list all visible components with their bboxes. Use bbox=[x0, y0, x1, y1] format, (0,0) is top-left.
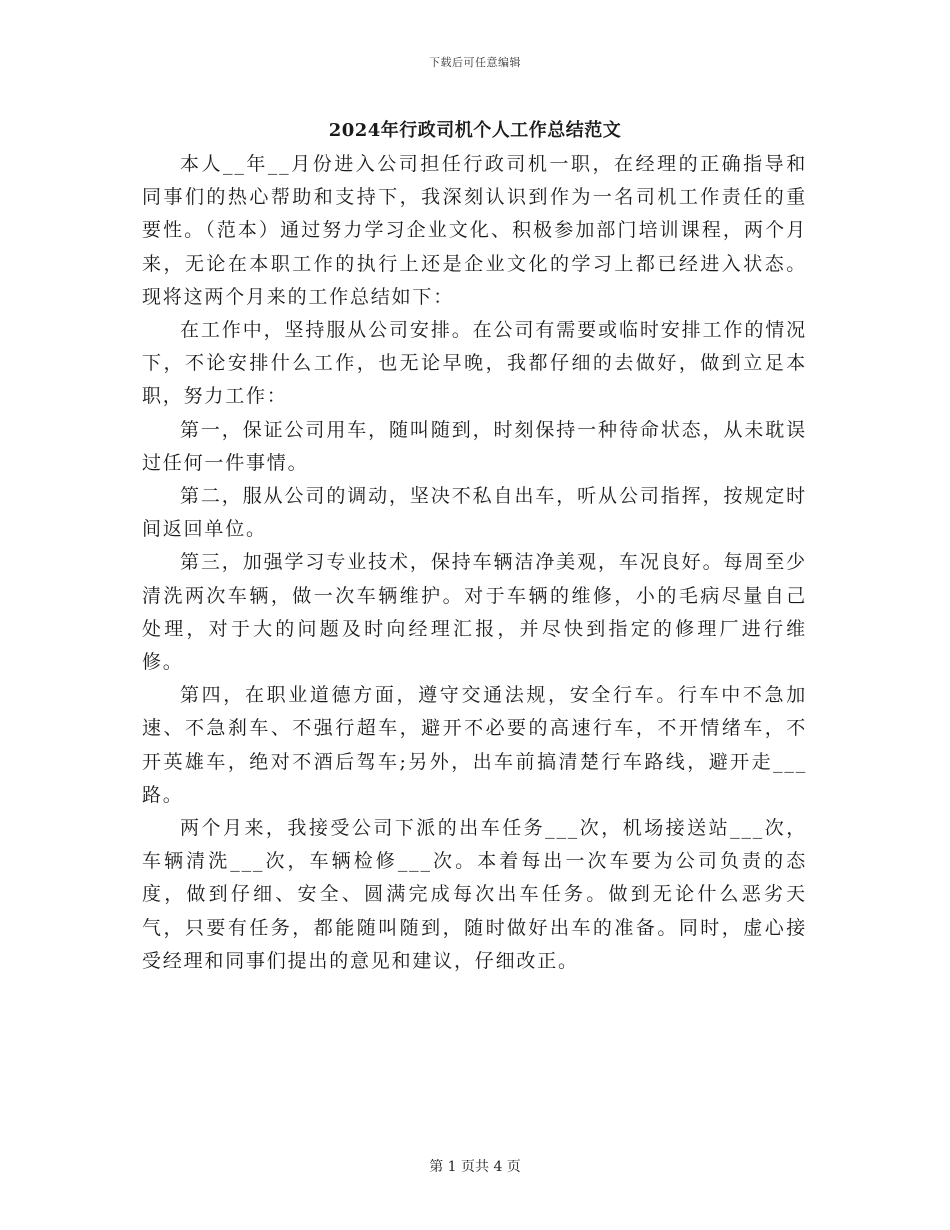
paragraph-point-four: 第四，在职业道德方面，遵守交通法规，安全行车。行车中不急加速、不急刹车、不强行超车，避开不必要的高速行车，不开情绪车，不开英雄车，绝对不酒后驾车;另外，出车前搞清楚行车路线，避开走___路。 bbox=[142, 684, 807, 806]
paragraph-intro: 本人__年__月份进入公司担任行政司机一职，在经理的正确指导和同事们的热心帮助和支持下，我深刻认识到作为一名司机工作责任的重要性。（范本）通过努力学习企业文化、积极参加部门培训课程，两个月来，无论在本职工作的执行上还是企业文化的学习上都已经进入状态。现将这两个月来的工作总结如下： bbox=[142, 153, 807, 308]
paragraph-point-two: 第二，服从公司的调动，坚决不私自出车，听从公司指挥，按规定时间返回单位。 bbox=[142, 485, 807, 541]
header-note: 下载后可任意编辑 bbox=[429, 56, 521, 69]
paragraph-point-three: 第三，加强学习专业技术，保持车辆洁净美观，车况良好。每周至少清洗两次车辆，做一次车辆维护。对于车辆的维修，小的毛病尽量自己处理，对于大的问题及时向经理汇报，并尽快到指定的修理厂进行维修。 bbox=[142, 551, 807, 674]
paragraph-summary: 两个月来，我接受公司下派的出车任务___次，机场接送站___次，车辆清洗___次，车辆检修___次。本着每出一次车要为公司负责的态度，做到仔细、安全、圆满完成每次出车任务。做到无论什么恶劣天气，只要有任务，都能随叫随到，随时做好出车的准备。同时，虚心接受经理和同事们提出的意见和建议，仔细改正。 bbox=[142, 817, 807, 972]
page-number: 第 1 页共 4 页 bbox=[429, 1159, 521, 1175]
paragraph-point-one: 第一，保证公司用车，随叫随到，时刻保持一种待命状态，从未耽误过任何一件事情。 bbox=[142, 418, 807, 474]
paragraph-work-arrangement: 在工作中，坚持服从公司安排。在公司有需要或临时安排工作的情况下，不论安排什么工作，也无论早晚，我都仔细的去做好，做到立足本职，努力工作： bbox=[142, 319, 807, 408]
document-body bbox=[142, 148, 807, 978]
document-title: 2024年行政司机个人工作总结范文 bbox=[328, 120, 622, 141]
